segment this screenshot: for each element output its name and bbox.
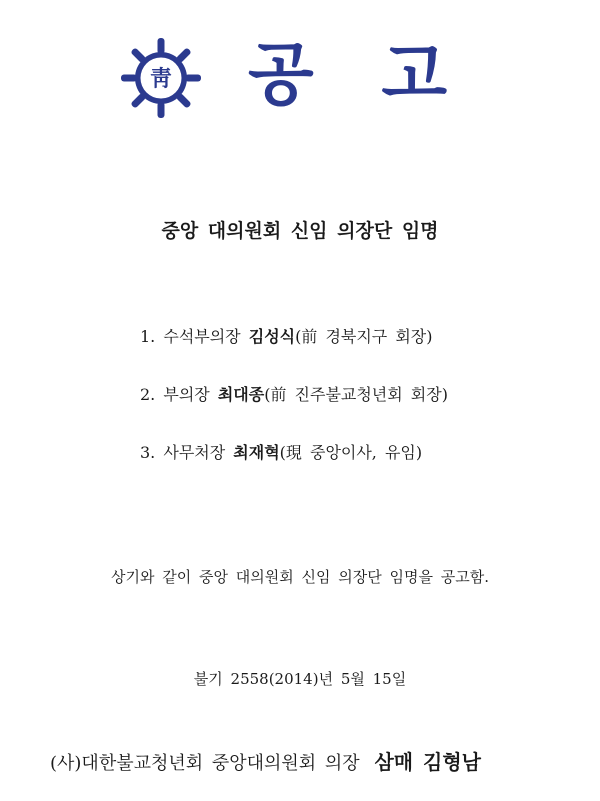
emblem-character: 靑 [149, 67, 173, 92]
item-appointee-name: 최대종 [217, 385, 265, 404]
signature-line [50, 746, 481, 775]
appointment-item [140, 442, 448, 500]
notice-subject: 중앙 대의원회 신임 의장단 임명 [161, 220, 439, 242]
item-role: 부의장 [163, 385, 210, 404]
appointment-item [140, 326, 448, 384]
item-appointee-name: 김성식 [248, 327, 296, 346]
notice-statement: 상기와 같이 중앙 대의원회 신임 의장단 임명을 공고함. [111, 568, 489, 586]
appointment-item [140, 384, 448, 442]
item-note: (前 진주불교청년회 회장) [264, 385, 448, 404]
notice-date: 불기 2558(2014)년 5월 15일 [193, 670, 407, 688]
issuing-organization: (사)대한불교청년회 중앙대의원회 의장 [50, 753, 360, 774]
item-appointee-name: 최재혁 [233, 443, 280, 462]
ship-wheel-emblem-icon [121, 38, 201, 118]
item-number: 1. [140, 327, 156, 346]
item-number: 2. [140, 385, 156, 404]
item-note: (前 경북지구 회장) [295, 327, 433, 346]
item-note: (現 중앙이사, 유임) [279, 443, 423, 462]
item-number: 3. [140, 443, 156, 462]
appointment-list [140, 326, 448, 500]
notice-heading: 공 고 [248, 36, 470, 115]
signer-name: 삼매 김형남 [374, 750, 482, 774]
item-role: 사무처장 [163, 443, 226, 462]
item-role: 수석부의장 [163, 327, 241, 346]
